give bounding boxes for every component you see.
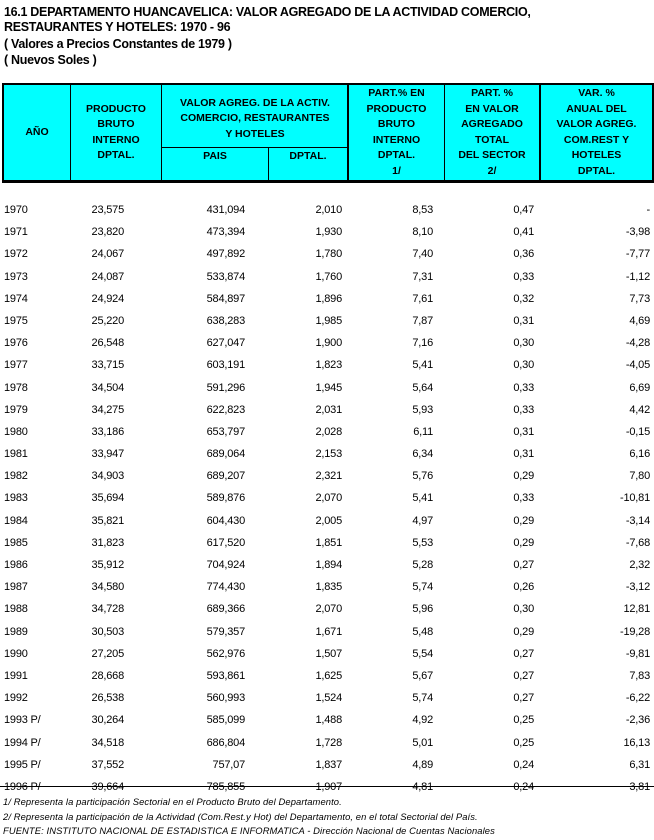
cell-var: 2,32 — [629, 559, 650, 571]
header-pais-label: PAIS — [203, 150, 227, 163]
cell-dptal: 1,780 — [315, 248, 342, 261]
header-part2-line: EN VALOR — [465, 102, 519, 115]
cell-pais: 584,897 — [206, 292, 245, 305]
cell-year: 1990 — [4, 647, 28, 660]
cell-part-sector: 0,30 — [513, 337, 534, 350]
cell-pbi: 27,205 — [91, 647, 124, 660]
cell-var: 6,16 — [629, 448, 650, 461]
footer-rule — [0, 786, 654, 787]
header-part-pbi — [349, 85, 444, 180]
cell-dptal: 1,930 — [315, 226, 342, 239]
cell-part-sector: 0,33 — [513, 403, 534, 416]
cell-dptal: 1,671 — [315, 625, 342, 638]
cell-part-sector: 0,31 — [513, 448, 534, 461]
cell-pais: 689,064 — [206, 448, 245, 461]
cell-pais: 603,191 — [206, 359, 245, 372]
table-row — [0, 332, 654, 354]
table-row — [0, 487, 654, 509]
cell-dptal: 1,823 — [315, 359, 342, 372]
table-row — [0, 754, 654, 776]
cell-year: 1985 — [4, 536, 28, 549]
cell-part-sector: 0,27 — [513, 647, 534, 660]
cell-part-sector: 0,27 — [513, 559, 534, 571]
table-row — [0, 465, 654, 487]
cell-dptal: 2,153 — [315, 448, 342, 461]
cell-part-pbi: 5,41 — [412, 492, 433, 505]
header-pais — [162, 148, 268, 166]
header-part1-line: INTERNO — [372, 133, 421, 146]
header-var-line: ANUAL DEL — [566, 102, 627, 115]
cell-pbi: 35,821 — [91, 514, 124, 527]
header-var-line: VAR. % — [578, 87, 615, 99]
cell-part-sector: 0,31 — [513, 314, 534, 327]
cell-dptal: 2,070 — [315, 492, 342, 505]
cell-var: 7,80 — [629, 470, 650, 483]
header-part-sector — [445, 85, 539, 180]
cell-dptal: 1,524 — [315, 692, 342, 705]
cell-part-pbi: 7,87 — [412, 314, 433, 327]
cell-pbi: 34,275 — [91, 403, 124, 416]
table-row — [0, 709, 654, 731]
cell-year: 1983 — [4, 492, 28, 505]
cell-pais: 686,804 — [206, 736, 245, 749]
cell-var: -7,77 — [625, 248, 650, 261]
cell-pbi: 26,548 — [91, 337, 124, 350]
table-row — [0, 266, 654, 288]
source-note: FUENTE: INSTITUTO NACIONAL DE ESTADISTICA E INFORMATICA - Dirección Nacional de Cuentas Nacionales — [3, 825, 495, 836]
cell-pbi: 30,264 — [91, 714, 124, 727]
cell-pais: 689,366 — [206, 603, 245, 616]
cell-pais: 591,296 — [206, 381, 245, 394]
cell-var: -6,22 — [625, 692, 650, 705]
cell-pais: 689,207 — [206, 470, 245, 483]
header-group-line: Y HOTELES — [225, 127, 285, 140]
cell-pais: 757,07 — [212, 758, 245, 771]
cell-year: 1984 — [4, 514, 28, 527]
table-row — [0, 621, 654, 643]
cell-year: 1986 — [4, 559, 28, 571]
table-row — [0, 576, 654, 598]
cell-dptal: 1,488 — [315, 714, 342, 727]
header-part1-line: 1/ — [392, 164, 401, 177]
cell-part-pbi: 4,97 — [412, 514, 433, 527]
cell-var: -3,98 — [625, 226, 650, 239]
header-year — [4, 85, 70, 180]
table-subtitle-units: ( Valores a Precios Constantes de 1979 ) — [4, 37, 232, 51]
cell-pais: 653,797 — [206, 425, 245, 438]
header-pbi — [71, 85, 161, 180]
footnote-1: 1/ Representa la participación Sectorial en el Producto Bruto del Departamento. — [3, 796, 342, 807]
table-subtitle-currency: ( Nuevos Soles ) — [4, 53, 97, 67]
cell-part-sector: 0,33 — [513, 270, 534, 283]
cell-pais: 627,047 — [206, 337, 245, 350]
cell-dptal: 1,896 — [315, 292, 342, 305]
cell-part-pbi: 5,53 — [412, 536, 433, 549]
table-title-continued: RESTAURANTES Y HOTELES: 1970 - 96 — [4, 20, 231, 34]
cell-part-pbi: 5,76 — [412, 470, 433, 483]
cell-var: -0,15 — [625, 425, 650, 438]
header-part2-line: AGREGADO — [461, 118, 523, 130]
cell-part-sector: 0,25 — [513, 736, 534, 749]
cell-part-sector: 0,31 — [513, 425, 534, 438]
cell-pbi: 24,087 — [91, 270, 124, 283]
header-dptal-label: DPTAL. — [289, 150, 327, 163]
cell-pbi: 31,823 — [91, 536, 124, 549]
header-var-line: DPTAL. — [577, 164, 616, 177]
table-title: 16.1 DEPARTAMENTO HUANCAVELICA: VALOR AGREGADO DE LA ACTIVIDAD COMERCIO, — [4, 5, 531, 19]
cell-part-pbi: 7,16 — [412, 337, 433, 350]
table-row — [0, 532, 654, 554]
header-pbi-line: PRODUCTO — [86, 102, 146, 115]
table-row — [0, 421, 654, 443]
cell-part-sector: 0,24 — [513, 758, 534, 771]
cell-var: 7,73 — [629, 292, 650, 305]
cell-part-sector: 0,30 — [513, 359, 534, 372]
header-pbi-line: DPTAL. — [97, 149, 135, 161]
cell-part-pbi: 7,40 — [412, 248, 433, 261]
header-part2-line: 2/ — [487, 164, 497, 177]
cell-dptal: 1,837 — [315, 758, 342, 771]
cell-pbi: 23,820 — [91, 226, 124, 239]
cell-pbi: 28,668 — [91, 669, 124, 682]
cell-year: 1973 — [4, 270, 28, 283]
cell-pais: 533,874 — [206, 270, 245, 283]
cell-part-pbi: 8,10 — [412, 226, 433, 239]
cell-pais: 593,861 — [206, 669, 245, 682]
cell-dptal: 1,985 — [315, 314, 342, 327]
cell-part-sector: 0,29 — [513, 514, 534, 527]
cell-var: 6,31 — [629, 758, 650, 771]
cell-pbi: 34,580 — [91, 581, 124, 594]
cell-year: 1995 P/ — [4, 758, 41, 771]
cell-var: -4,05 — [625, 359, 650, 372]
cell-var: -2,36 — [625, 714, 650, 727]
cell-part-pbi: 5,54 — [412, 647, 433, 660]
cell-pais: 604,430 — [206, 514, 245, 527]
cell-year: 1970 — [4, 204, 28, 216]
header-part2-line: TOTAL — [474, 133, 510, 146]
cell-part-sector: 0,33 — [513, 381, 534, 394]
cell-var: -3,14 — [625, 514, 650, 527]
cell-year: 1974 — [4, 292, 28, 305]
cell-year: 1979 — [4, 403, 28, 416]
cell-part-pbi: 5,41 — [412, 359, 433, 372]
header-part1-line: DPTAL. — [377, 149, 416, 161]
header-value-added-group — [162, 91, 348, 147]
cell-pais: 704,924 — [206, 559, 245, 571]
cell-part-sector: 0,32 — [513, 292, 534, 305]
cell-year: 1981 — [4, 448, 28, 461]
cell-part-sector: 0,36 — [513, 248, 534, 261]
cell-pbi: 33,715 — [91, 359, 124, 372]
cell-part-sector: 0,29 — [513, 536, 534, 549]
cell-pais: 617,520 — [206, 536, 245, 549]
cell-pbi: 34,903 — [91, 470, 124, 483]
cell-pbi: 24,924 — [91, 292, 124, 305]
header-pbi-line: BRUTO — [97, 118, 135, 130]
cell-dptal: 2,005 — [315, 514, 342, 527]
cell-pais: 638,283 — [206, 314, 245, 327]
cell-part-pbi: 5,28 — [412, 559, 433, 571]
cell-part-sector: 0,27 — [513, 669, 534, 682]
cell-part-pbi: 7,61 — [412, 292, 433, 305]
cell-part-sector: 0,26 — [513, 581, 534, 594]
cell-dptal: 1,851 — [315, 536, 342, 549]
cell-var: 16,13 — [623, 736, 650, 749]
header-group-line: VALOR AGREG. DE LA ACTIV. — [180, 96, 330, 109]
cell-part-pbi: 5,48 — [412, 625, 433, 638]
cell-part-pbi: 5,74 — [412, 692, 433, 705]
table-row — [0, 554, 654, 576]
header-year-label: AÑO — [25, 125, 49, 138]
cell-var: - — [646, 204, 650, 216]
cell-pais: 497,892 — [206, 248, 245, 261]
cell-pais: 585,099 — [206, 714, 245, 727]
cell-year: 1972 — [4, 248, 28, 261]
table-row — [0, 310, 654, 332]
cell-pbi: 33,947 — [91, 448, 124, 461]
cell-pbi: 34,728 — [91, 603, 124, 616]
cell-year: 1994 P/ — [4, 736, 41, 749]
cell-var: -19,28 — [620, 625, 650, 638]
cell-dptal: 2,010 — [315, 204, 342, 216]
cell-pbi: 33,186 — [91, 425, 124, 438]
cell-part-sector: 0,30 — [513, 603, 534, 616]
cell-part-sector: 0,47 — [513, 204, 534, 216]
header-part2-line: DEL SECTOR — [458, 149, 526, 161]
cell-pbi: 23,575 — [91, 204, 124, 216]
cell-year: 1977 — [4, 359, 28, 372]
cell-part-sector: 0,29 — [513, 470, 534, 483]
cell-pais: 473,394 — [206, 226, 245, 239]
header-part1-line: BRUTO — [377, 118, 416, 130]
cell-year: 1975 — [4, 314, 28, 327]
cell-pbi: 34,518 — [91, 736, 124, 749]
cell-pais: 579,357 — [206, 625, 245, 638]
cell-pbi: 26,538 — [91, 692, 124, 705]
cell-pais: 774,430 — [206, 581, 245, 594]
table-row — [0, 687, 654, 709]
cell-dptal: 1,900 — [315, 337, 342, 350]
table-row — [0, 665, 654, 687]
table-row — [0, 643, 654, 665]
footnote-2: 2/ Representa la participación de la Actividad (Com.Rest.y Hot) del Departamento, en el total Sectorial del País. — [3, 811, 478, 822]
cell-pais: 622,823 — [206, 403, 245, 416]
cell-part-sector: 0,27 — [513, 692, 534, 705]
cell-part-pbi: 4,89 — [412, 758, 433, 771]
cell-var: 6,69 — [629, 381, 650, 394]
cell-pbi: 24,067 — [91, 248, 124, 261]
header-part2-line: PART. % — [471, 87, 513, 99]
cell-dptal: 2,070 — [315, 603, 342, 616]
cell-pbi: 35,694 — [91, 492, 124, 505]
cell-pbi: 25,220 — [91, 314, 124, 327]
cell-var: -3,12 — [625, 581, 650, 594]
cell-year: 1971 — [4, 226, 28, 239]
cell-dptal: 1,728 — [315, 736, 342, 749]
table-row — [0, 510, 654, 532]
table-row — [0, 199, 654, 221]
cell-part-pbi: 5,74 — [412, 581, 433, 594]
cell-var: -4,28 — [625, 337, 650, 350]
cell-pais: 562,976 — [206, 647, 245, 660]
table-header — [2, 83, 654, 183]
table-row — [0, 288, 654, 310]
cell-pais: 560,993 — [206, 692, 245, 705]
cell-var: 4,42 — [629, 403, 650, 416]
cell-dptal: 1,894 — [315, 559, 342, 571]
cell-var: 4,69 — [629, 314, 650, 327]
cell-pbi: 30,503 — [91, 625, 124, 638]
cell-dptal: 2,321 — [315, 470, 342, 483]
cell-dptal: 1,507 — [315, 647, 342, 660]
header-var-line: COM.REST Y — [563, 133, 630, 146]
table-row — [0, 221, 654, 243]
table-row — [0, 598, 654, 620]
cell-part-pbi: 6,34 — [412, 448, 433, 461]
cell-year: 1989 — [4, 625, 28, 638]
header-var-line: HOTELES — [571, 149, 622, 161]
cell-year: 1988 — [4, 603, 28, 616]
table-row — [0, 377, 654, 399]
header-pbi-line: INTERNO — [92, 133, 140, 146]
table-body — [0, 199, 654, 798]
cell-dptal: 2,028 — [315, 425, 342, 438]
cell-part-sector: 0,33 — [513, 492, 534, 505]
cell-part-pbi: 5,64 — [412, 381, 433, 394]
cell-part-pbi: 7,31 — [412, 270, 433, 283]
cell-year: 1978 — [4, 381, 28, 394]
cell-part-pbi: 5,01 — [412, 736, 433, 749]
table-row — [0, 399, 654, 421]
cell-pbi: 34,504 — [91, 381, 124, 394]
cell-var: 12,81 — [623, 603, 650, 616]
cell-var: -9,81 — [625, 647, 650, 660]
cell-pais: 431,094 — [206, 204, 245, 216]
cell-var: -7,68 — [625, 536, 650, 549]
header-var — [541, 85, 652, 180]
table-row — [0, 354, 654, 376]
cell-part-sector: 0,25 — [513, 714, 534, 727]
cell-part-sector: 0,29 — [513, 625, 534, 638]
table-row — [0, 243, 654, 265]
cell-dptal: 1,835 — [315, 581, 342, 594]
cell-dptal: 1,625 — [315, 669, 342, 682]
cell-part-pbi: 5,96 — [412, 603, 433, 616]
header-dptal — [269, 148, 347, 166]
cell-part-pbi: 8,53 — [412, 204, 433, 216]
cell-var: -1,12 — [625, 270, 650, 283]
cell-pais: 589,876 — [206, 492, 245, 505]
cell-dptal: 2,031 — [315, 403, 342, 416]
table-row — [0, 443, 654, 465]
cell-year: 1992 — [4, 692, 28, 705]
header-part1-line: PART.% EN — [368, 87, 425, 99]
cell-year: 1987 — [4, 581, 28, 594]
cell-var: -10,81 — [620, 492, 650, 505]
cell-pbi: 37,552 — [91, 758, 124, 771]
cell-year: 1976 — [4, 337, 28, 350]
cell-part-pbi: 6,11 — [413, 425, 433, 438]
cell-year: 1993 P/ — [4, 714, 41, 727]
header-part1-line: PRODUCTO — [366, 102, 427, 115]
cell-dptal: 1,945 — [315, 381, 342, 394]
cell-pbi: 35,912 — [91, 559, 124, 571]
table-row — [0, 732, 654, 754]
cell-year: 1980 — [4, 425, 28, 438]
cell-dptal: 1,760 — [315, 270, 342, 283]
header-group-line: COMERCIO, RESTAURANTES — [180, 112, 330, 125]
cell-part-pbi: 5,67 — [412, 669, 433, 682]
cell-year: 1982 — [4, 470, 28, 483]
cell-part-pbi: 4,92 — [412, 714, 433, 727]
header-var-line: VALOR AGREG. — [556, 118, 637, 130]
cell-year: 1991 — [4, 669, 28, 682]
cell-part-sector: 0,41 — [513, 226, 534, 239]
cell-var: 7,83 — [629, 669, 650, 682]
cell-part-pbi: 5,93 — [412, 403, 433, 416]
